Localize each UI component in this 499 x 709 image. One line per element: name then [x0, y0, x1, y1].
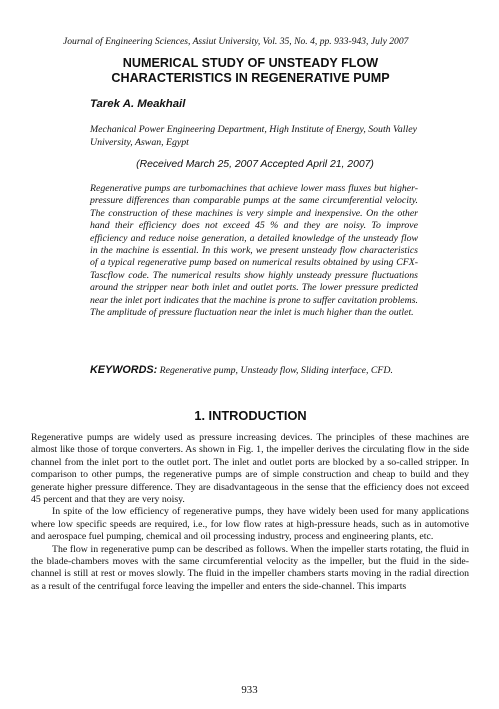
author-affiliation: Mechanical Power Engineering Department, High Institute of Energy, South Valley University, Aswan, Egypt — [90, 124, 417, 148]
paragraph: The flow in regenerative pump can be described as follows. When the impeller starts rotating, the fluid in the blade-chambers moves with the same circumferential velocity as the impeller, but the fluid in the side-channel is still at rest or moves slowly. The fluid in the impeller chambers starts moving in the radial direction as a result of the centrifugal force leaving the impeller and enters the side-channel. This imparts — [31, 543, 469, 592]
section-heading: 1. INTRODUCTION — [194, 408, 307, 423]
author-name: Tarek A. Meakhail — [90, 98, 186, 110]
paper-title — [60, 56, 441, 86]
page-number: 933 — [241, 684, 258, 696]
title-line-1: NUMERICAL STUDY OF UNSTEADY FLOW — [122, 56, 379, 70]
title-line-2: CHARACTERISTICS IN REGENERATIVE PUMP — [111, 71, 390, 85]
paragraph: Regenerative pumps are widely used as pressure increasing devices. The principles of these machines are almost like those of torque converters. As shown in Fig. 1, the impeller derives the circulating flow in the side channel from the inlet port to the outlet port. The inlet and outlet ports are blocked by a so-called stripper. In comparison to other pumps, the regenerative pumps are of simple construction and cheap to build and they generate higher pressure difference. They are disadvantageous in the sense that the efficiency does not exceed 45 percent and that they are very noisy. — [31, 432, 469, 506]
received-dates: (Received March 25, 2007 Accepted April 21, 2007) — [136, 159, 374, 170]
paragraph: In spite of the low efficiency of regenerative pumps, they have widely been used for many applications where low specific speeds are required, i.e., for low flow rates at high-pressure heads, such as in automotive and aerospace fuel pumping, chemical and oil processing industry, process and engineering plants, etc. — [31, 506, 469, 543]
keywords — [90, 364, 418, 377]
journal-header: Journal of Engineering Sciences, Assiut University, Vol. 35, No. 4, pp. 933-943, July 2007 — [63, 36, 409, 47]
section-body — [31, 432, 469, 593]
keywords-label: KEYWORDS: — [90, 364, 158, 376]
keywords-text: Regenerative pump, Unsteady flow, Sliding interface, CFD. — [159, 365, 393, 376]
abstract: Regenerative pumps are turbomachines that achieve lower mass fluxes but higher-pressure differences than comparable pumps at the same circumferential velocity. The construction of these machines is very simple and inexpensive. On the other hand their efficiency does not exceed 45 % and they are noisy. To improve efficiency and reduce noise generation, a detailed knowledge of the unsteady flow in the machine is essential. In this work, we present unsteady flow characteristics of a typical regenerative pump based on numerical results obtained by using CFX-Tascflow code. The numerical results show highly unsteady pressure fluctuations around the stripper near both inlet and outlet ports. The lower pressure predicted near the inlet port indicates that the machine is prone to suffer cavitation problems. The amplitude of pressure fluctuation near the inlet is much higher than the outlet. — [90, 183, 418, 319]
